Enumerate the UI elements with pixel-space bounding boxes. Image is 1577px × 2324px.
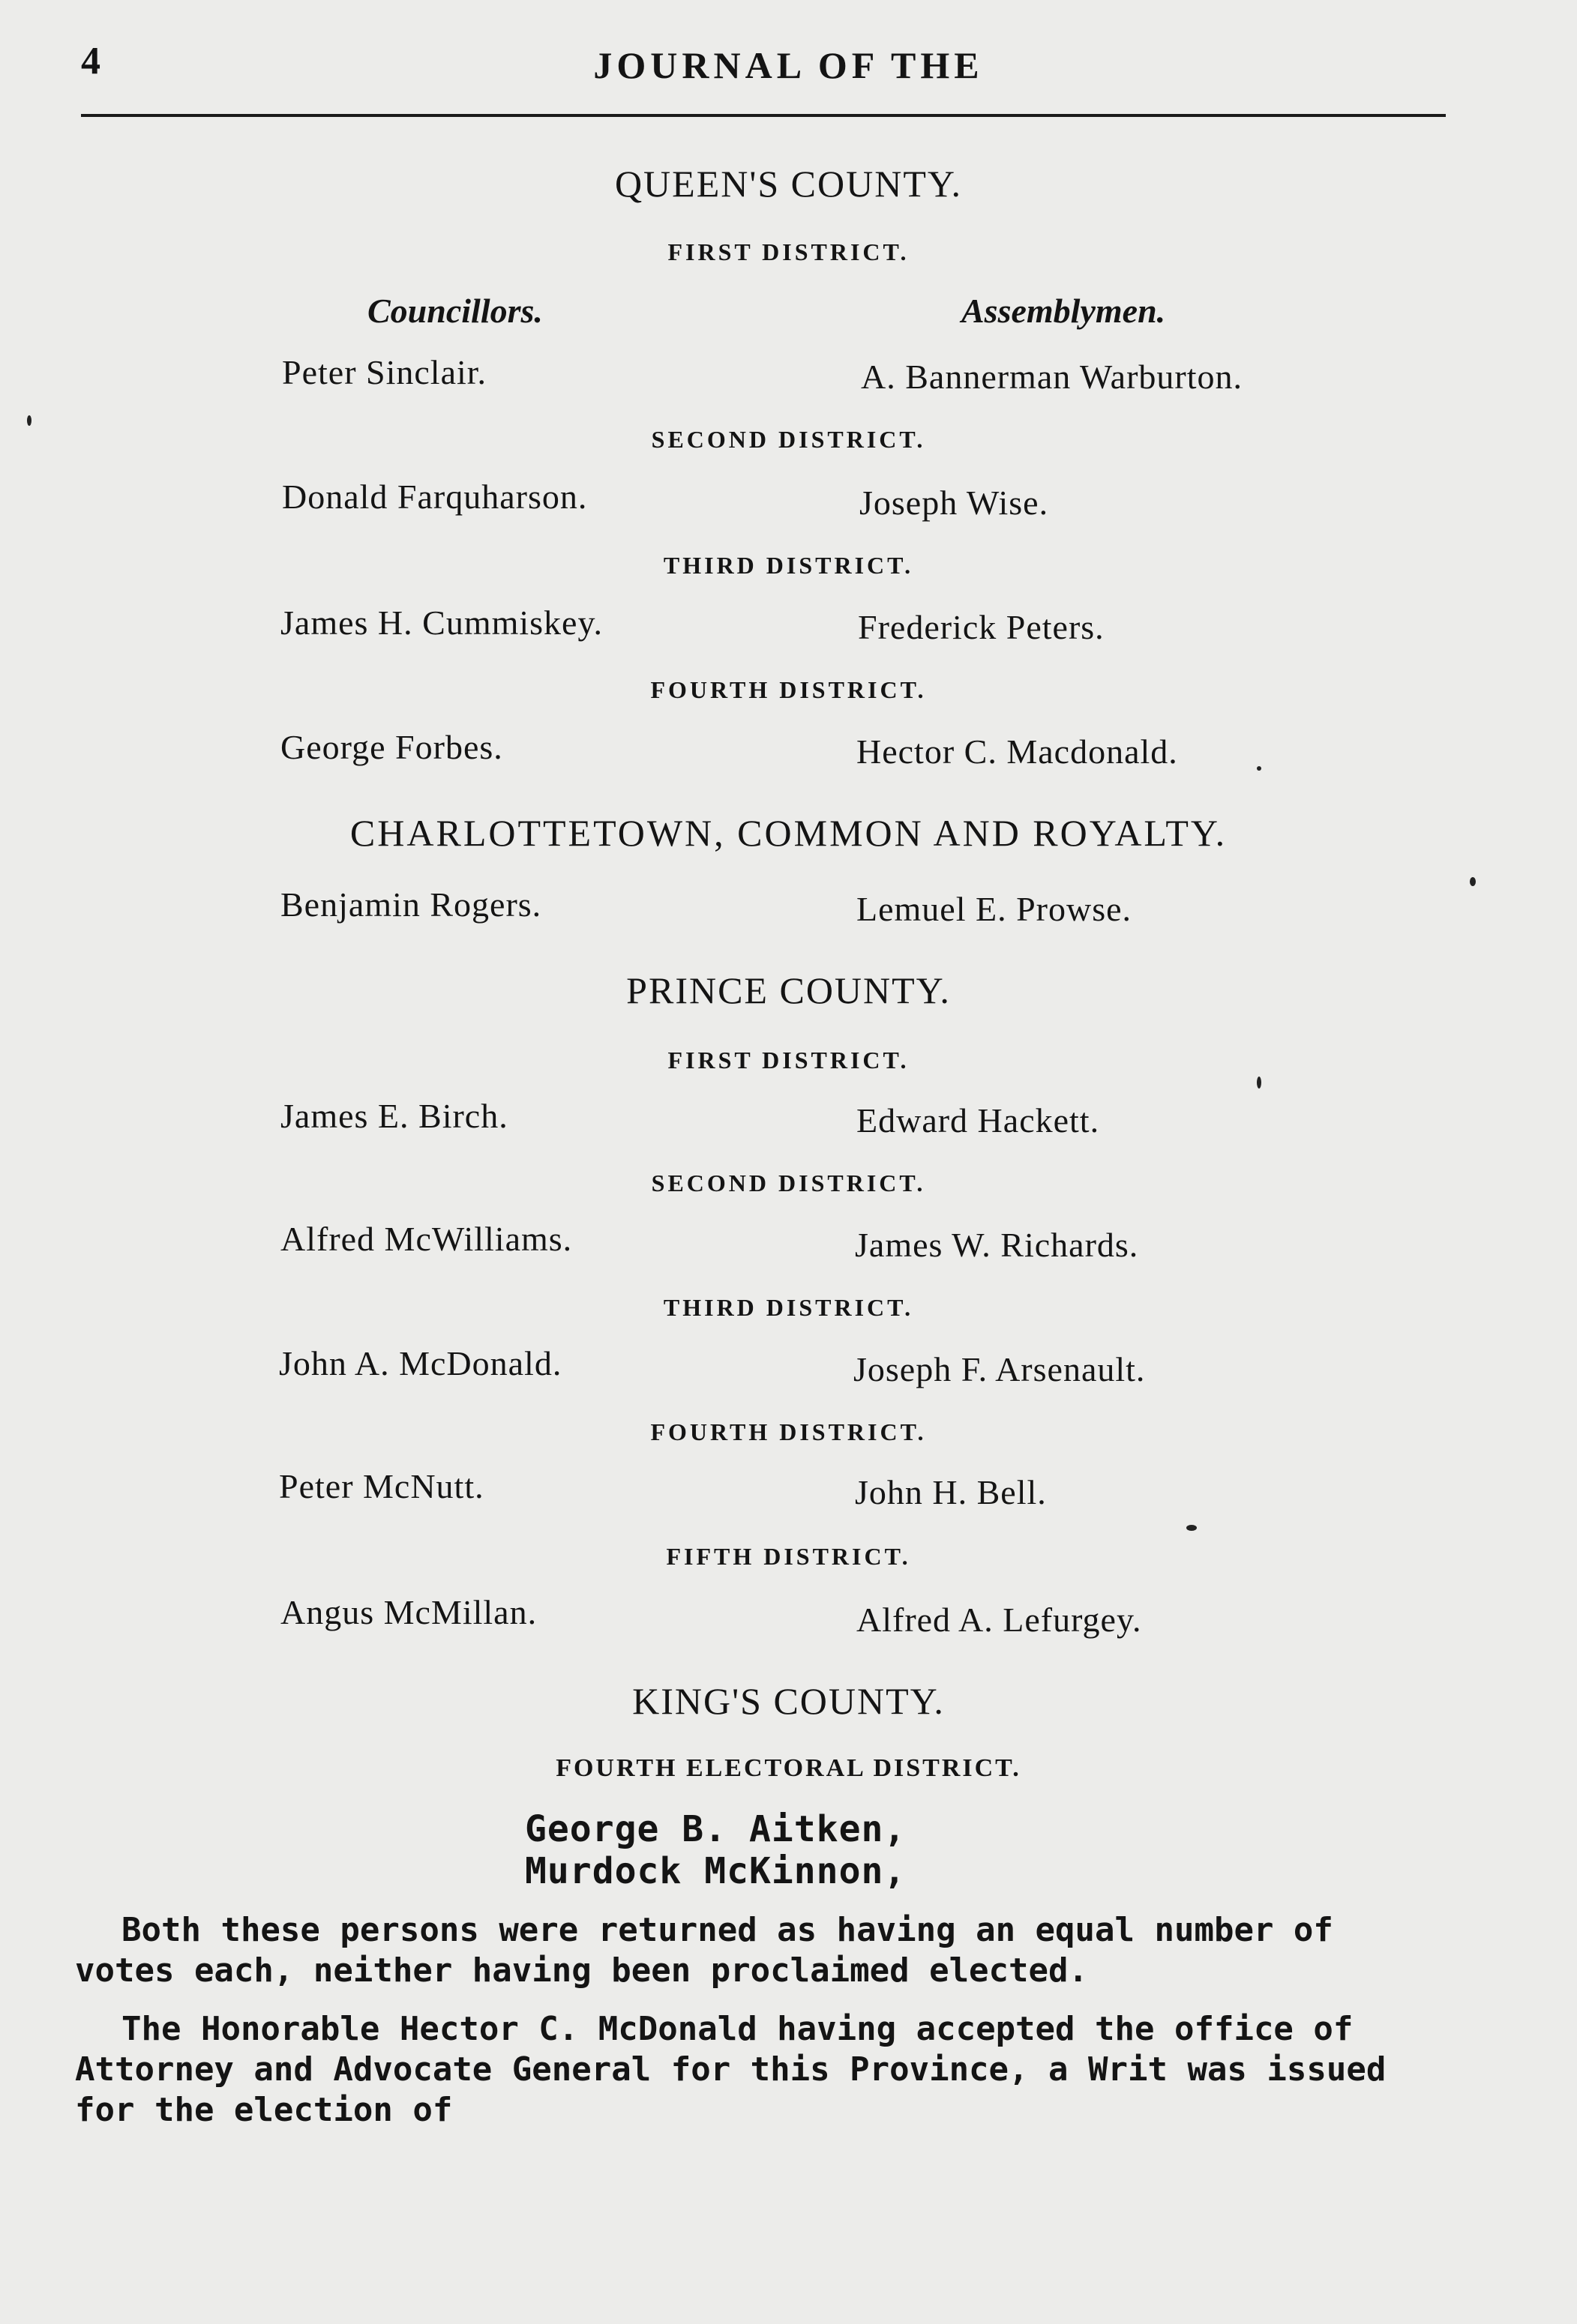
prince-d4-councillor: Peter McNutt.: [279, 1467, 484, 1505]
prince-d5-assemblyman: Alfred A. Lefurgey.: [856, 1601, 1142, 1639]
writ-paragraph: The Honorable Hector C. McDonald having accepted the office of Attorney and Advocate General for this Province, a Writ was issued for the election of: [75, 2010, 1387, 2129]
scan-speck: [1257, 766, 1261, 771]
kings-tied-candidate-1: George B. Aitken,: [525, 1808, 907, 1850]
charlottetown-councillor: Benjamin Rogers.: [280, 885, 542, 924]
charlottetown-heading: CHARLOTTETOWN, COMMON AND ROYALTY.: [349, 812, 1228, 854]
queens-third-district-label: THIRD DISTRICT.: [663, 552, 914, 579]
prince-fourth-district-label: FOURTH DISTRICT.: [650, 1418, 927, 1445]
queens-d2-councillor: Donald Farquharson.: [282, 478, 588, 516]
scan-speck: [1470, 877, 1476, 886]
prince-d3-assemblyman: Joseph F. Arsenault.: [853, 1350, 1146, 1388]
page-number: 4: [81, 40, 100, 82]
prince-d4-assemblyman: John H. Bell.: [855, 1473, 1047, 1511]
kings-county-heading: KING'S COUNTY.: [632, 1680, 945, 1722]
queens-d4-assemblyman: Hector C. Macdonald.: [856, 732, 1178, 771]
prince-d2-councillor: Alfred McWilliams.: [280, 1220, 573, 1258]
running-title: JOURNAL OF THE: [593, 44, 984, 86]
prince-fifth-district-label: FIFTH DISTRICT.: [666, 1543, 911, 1570]
scan-speck: [1186, 1525, 1197, 1531]
queens-county-heading: QUEEN'S COUNTY.: [614, 163, 963, 205]
prince-d1-councillor: James E. Birch.: [280, 1097, 508, 1135]
prince-first-district-label: FIRST DISTRICT.: [667, 1047, 910, 1074]
queens-first-district-label: FIRST DISTRICT.: [667, 238, 910, 265]
prince-county-heading: PRINCE COUNTY.: [626, 969, 951, 1011]
assemblymen-column-heading: Assemblymen.: [961, 292, 1166, 330]
queens-d2-assemblyman: Joseph Wise.: [859, 484, 1049, 522]
charlottetown-assemblyman: Lemuel E. Prowse.: [856, 890, 1132, 928]
queens-d3-assemblyman: Frederick Peters.: [858, 608, 1105, 646]
queens-fourth-district-label: FOURTH DISTRICT.: [650, 676, 927, 703]
prince-third-district-label: THIRD DISTRICT.: [663, 1294, 914, 1321]
queens-d3-councillor: James H. Cummiskey.: [280, 603, 603, 642]
kings-tied-candidate-2: Murdock McKinnon,: [525, 1850, 907, 1892]
scan-speck: [1257, 1077, 1261, 1089]
prince-d5-councillor: Angus McMillan.: [280, 1593, 538, 1631]
header-rule: [81, 114, 1446, 117]
queens-d4-councillor: George Forbes.: [280, 728, 503, 766]
councillors-column-heading: Councillors.: [367, 292, 543, 330]
prince-d2-assemblyman: James W. Richards.: [855, 1226, 1139, 1264]
queens-d1-assemblyman: A. Bannerman Warburton.: [861, 358, 1243, 396]
tie-note-paragraph: Both these persons were returned as having an equal number of votes each, neither having been proclaimed elected.: [75, 1911, 1333, 1990]
kings-fourth-electoral-district-label: FOURTH ELECTORAL DISTRICT.: [556, 1754, 1021, 1782]
prince-d1-assemblyman: Edward Hackett.: [856, 1101, 1100, 1140]
prince-d3-councillor: John A. McDonald.: [279, 1344, 562, 1382]
queens-second-district-label: SECOND DISTRICT.: [651, 426, 926, 453]
queens-d1-councillor: Peter Sinclair.: [282, 353, 487, 391]
prince-second-district-label: SECOND DISTRICT.: [651, 1169, 926, 1196]
scan-speck: [27, 415, 31, 426]
